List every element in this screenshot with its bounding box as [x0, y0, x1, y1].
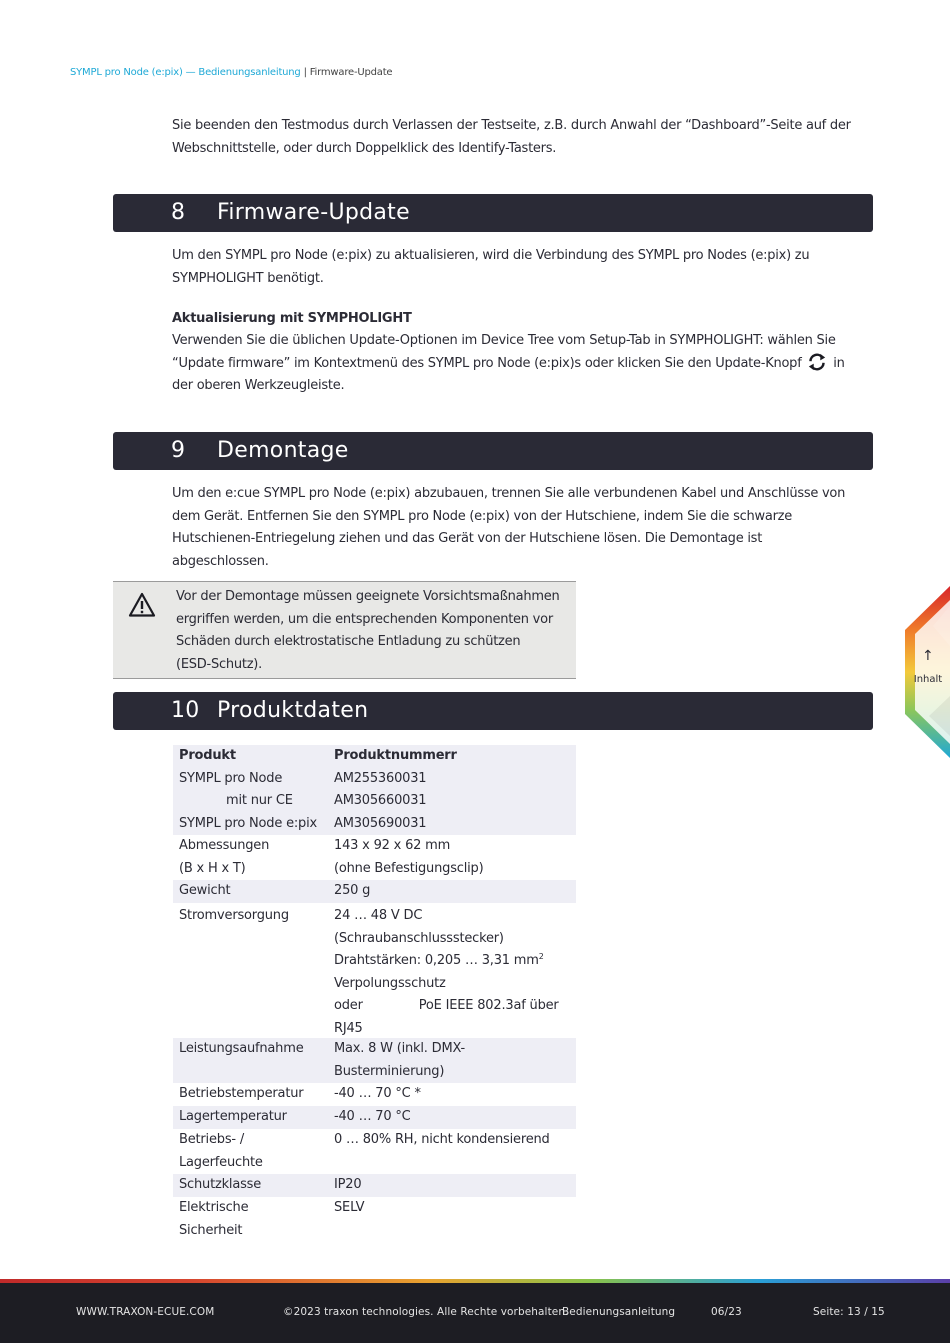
table-row: [173, 1038, 576, 1083]
section-title: Demontage: [217, 438, 349, 463]
table-cell: AM305660031: [334, 793, 427, 808]
table-cell: Stromversorgung: [179, 908, 289, 923]
section-title: Firmware-Update: [217, 200, 410, 225]
breadcrumb-section: Firmware-Update: [309, 67, 393, 78]
table-cell: (Schraubanschlussstecker): [334, 930, 504, 946]
breadcrumb: [70, 67, 392, 78]
table-cell: RJ45: [334, 1020, 363, 1036]
firmware-sub-paragraph: [172, 330, 877, 398]
footer-website-link[interactable]: WWW.TRAXON-ECUE.COM: [76, 1306, 215, 1318]
paragraph-line: Sie beenden den Testmodus durch Verlassen der Testseite, z.B. durch Anwahl der “Dashboard”-Seite auf der: [172, 118, 851, 133]
table-row: [173, 768, 576, 836]
paragraph-text: “Update firmware” im Kontextmenü des SYMPL pro Node (e:pix)s oder klicken Sie den Update-Knopf: [172, 355, 802, 371]
paragraph-line: [172, 353, 877, 376]
superscript: 2: [538, 952, 544, 961]
table-cell: SYMPL pro Node e:pix: [179, 815, 318, 831]
table-row: [173, 1083, 576, 1106]
table-row: [173, 835, 576, 880]
warning-line: Vor der Demontage müssen geeignete Vorsichtsmaßnahmen: [176, 589, 560, 604]
warning-line: Schäden durch elektrostatische Entladung zu schützen: [176, 634, 521, 649]
paragraph-text: in: [833, 355, 845, 371]
table-cell: 250 g: [334, 883, 371, 898]
product-data-table: [173, 745, 576, 1242]
table-row: [173, 1129, 576, 1174]
footer-color-stripe: [0, 1279, 950, 1283]
table-cell: Verpolungsschutz: [334, 975, 446, 991]
table-cell: (ohne Befestigungsclip): [334, 860, 484, 876]
table-cell: Betriebstemperatur: [179, 1086, 304, 1101]
section-number: 9: [171, 438, 186, 463]
paragraph-line: Verwenden Sie die üblichen Update-Optionen im Device Tree vom Setup-Tab in SYMPHOLIGHT: wählen Sie: [172, 333, 836, 348]
table-cell: AM255360031: [334, 770, 427, 786]
paragraph-line: Hutschienen-Entriegelung ziehen und das Gerät von der Hutschiene lösen. Die Demontage ist: [172, 531, 763, 546]
side-tab-background: [903, 586, 950, 758]
table-of-contents-tab[interactable]: [903, 586, 950, 758]
table-cell: 24 … 48 V DC: [334, 908, 423, 923]
table-cell: Sicherheit: [179, 1222, 243, 1238]
paragraph-line: abgeschlossen.: [172, 553, 269, 569]
section-heading-firmware-update: [113, 194, 873, 232]
table-row: [173, 1174, 576, 1197]
table-cell-text: PoE IEEE 802.3af über: [418, 998, 559, 1013]
section-number: 8: [171, 200, 186, 225]
firmware-paragraph: [172, 245, 877, 290]
section-heading-produktdaten: [113, 692, 873, 730]
section-number: 10: [171, 698, 200, 723]
table-cell: Busterminierung): [334, 1063, 445, 1079]
table-cell: 143 x 92 x 62 mm: [334, 838, 451, 853]
table-row: [173, 880, 576, 903]
footer-date: 06/23: [711, 1306, 742, 1318]
footer-doc-type: Bedienungsanleitung: [562, 1306, 676, 1318]
table-header-row: [173, 745, 576, 768]
firmware-subheading: Aktualisierung mit SYMPHOLIGHT: [172, 311, 412, 326]
page-footer: [0, 1279, 950, 1343]
table-cell: Lagerfeuchte: [179, 1154, 263, 1170]
table-cell: mit nur CE: [226, 793, 293, 808]
table-cell: (B x H x T): [179, 860, 246, 876]
footer-copyright: ©2023 traxon technologies. Alle Rechte vorbehalten.: [283, 1306, 569, 1318]
paragraph-line: dem Gerät. Entfernen Sie den SYMPL pro Node (e:pix) von der Hutschiene, indem Sie die schwarze: [172, 508, 792, 524]
table-row: [173, 1197, 576, 1242]
section-title: Produktdaten: [217, 698, 369, 723]
paragraph-line: Webschnittstelle, oder durch Doppelklick des Identify-Tasters.: [172, 140, 557, 156]
table-cell: [334, 995, 574, 1018]
breadcrumb-separator: |: [303, 67, 307, 78]
breadcrumb-document-title[interactable]: SYMPL pro Node (e:pix) — Bedienungsanleitung: [70, 67, 301, 78]
warning-triangle-icon: [128, 592, 156, 618]
table-cell-text: oder: [334, 998, 363, 1013]
arrow-up-icon: ↑: [922, 648, 934, 664]
paragraph-line: Um den e:cue SYMPL pro Node (e:pix) abzubauen, trennen Sie alle verbundenen Kabel und Anschlüsse von: [172, 486, 846, 501]
table-cell: Schutzklasse: [179, 1177, 262, 1192]
table-cell: SYMPL pro Node: [179, 770, 283, 786]
table-row: [173, 1106, 576, 1129]
table-cell: [334, 950, 574, 973]
section-heading-demontage: [113, 432, 873, 470]
paragraph-line: SYMPHOLIGHT benötigt.: [172, 270, 324, 286]
table-header-cell: Produkt: [179, 748, 236, 763]
table-cell: Elektrische: [179, 1200, 249, 1215]
intro-paragraph: [172, 115, 877, 160]
table-cell: Leistungsaufnahme: [179, 1041, 304, 1056]
table-cell: SELV: [334, 1200, 365, 1215]
refresh-icon: [807, 353, 827, 371]
warning-text: [176, 586, 571, 676]
table-cell: AM305690031: [334, 815, 427, 831]
table-cell-text: Drahtstärken: 0,205 … 3,31 mm: [334, 953, 539, 968]
demontage-paragraph: [172, 483, 877, 573]
side-tab-label: Inhalt: [913, 674, 943, 685]
table-cell: -40 … 70 °C: [334, 1109, 411, 1124]
table-cell: Abmessungen: [179, 838, 270, 853]
table-cell: 0 … 80% RH, nicht kondensierend: [334, 1132, 550, 1147]
warning-line: (ESD-Schutz).: [176, 656, 262, 672]
table-header-cell: Produktnummerr: [334, 748, 457, 763]
table-cell: Lagertemperatur: [179, 1109, 287, 1124]
table-cell: -40 … 70 °C *: [334, 1086, 421, 1101]
table-cell: Gewicht: [179, 883, 231, 898]
warning-note: [113, 581, 576, 679]
table-cell: IP20: [334, 1177, 362, 1192]
footer-page-number: Seite: 13 / 15: [813, 1306, 885, 1318]
warning-line: ergriffen werden, um die entsprechenden Komponenten vor: [176, 611, 553, 627]
table-cell: Max. 8 W (inkl. DMX-: [334, 1041, 466, 1056]
table-cell: Betriebs- /: [179, 1132, 244, 1147]
paragraph-line: der oberen Werkzeugleiste.: [172, 378, 345, 393]
paragraph-line: Um den SYMPL pro Node (e:pix) zu aktualisieren, wird die Verbindung des SYMPL pro Nodes (e:pix) zu: [172, 248, 810, 263]
table-row: [173, 903, 576, 1038]
